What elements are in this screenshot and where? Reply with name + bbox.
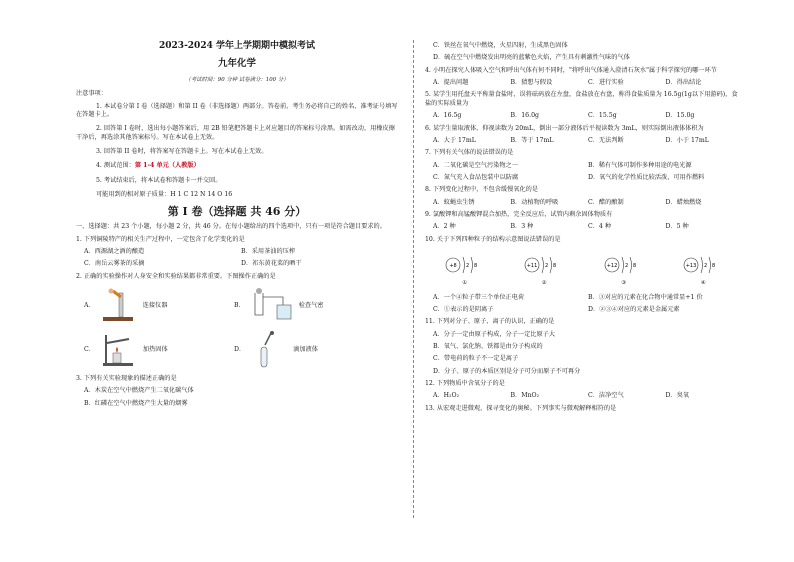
q5-option-d: D．15.0g (665, 112, 695, 120)
q4-option-d: D．得出结论 (665, 79, 702, 87)
svg-text:8: 8 (473, 263, 477, 270)
scope-range: 第 1-4 单元（人教版） (134, 162, 200, 170)
q6-option-c: C．无法判断 (588, 136, 624, 144)
q7-option-d: D．氧气的化学性质比较活泼，可用作燃料 (588, 173, 705, 181)
notice-item: 5. 考试结束后，将本试卷和答题卡一并交回。 (96, 176, 222, 184)
q11-option-c: C．带电荷的粒子不一定是离子 (433, 355, 519, 363)
q12-option-c: C．洁净空气 (588, 392, 624, 400)
q8-option-a: A．蚊蝇虫生锈 (433, 198, 475, 206)
q10-atom-labels: ① ② ③ ④ (462, 280, 706, 287)
svg-text:8: 8 (632, 263, 636, 270)
svg-text:+11: +11 (526, 263, 538, 270)
question-9: 9. 氯酸钾和高锰酸钾混合加热，完全反应后，试管内剩余固体物质有 (425, 211, 613, 219)
left-column (76, 30, 398, 412)
question-3: 3. 下列有关实验现象的描述正确的是 (76, 375, 177, 383)
q9-option-c: C．4 种 (588, 223, 612, 231)
question-12: 12. 下列物质中含氧分子的是 (425, 380, 505, 388)
q10-options-row2 (433, 306, 743, 314)
notice-item: 1. 本试卷分第 I 卷（选择题）和第 II 卷（非选择题）两部分。答卷前，考生务必将自己的姓名、准考证号填写在答题卡上。 (76, 102, 398, 118)
q9-options (433, 223, 743, 231)
q10-options-row1 (433, 294, 743, 302)
q6-option-a: A．大于 17mL (433, 136, 476, 144)
svg-text:+13: +13 (685, 263, 697, 270)
q12-option-d: D．臭氧 (665, 392, 690, 400)
q5-option-b: B．16.0g (510, 112, 539, 120)
notice-heading: 注意事项： (76, 90, 107, 98)
question-4: 4. 小明在探究人体吸入空气和呼出气体有何不同时，"将呼出气体通入澄清石灰水"属于科学探究的哪一环节 (425, 66, 717, 74)
q5-options (433, 112, 743, 120)
question-8: 8. 下列变化过程中，不包含缓慢氧化的是 (425, 186, 539, 194)
q11-option-a: A．分子一定由原子构成，分子一定比原子大 (433, 330, 556, 338)
atom-structure-icon (445, 253, 485, 277)
svg-text:8: 8 (553, 263, 557, 270)
question-5: 5. 某学生用托盘天平称量食盐时，误将砝码放在左盘，食盐放在右盘，称得食盐质量为 16.5g(1g以下用游码)，食盐的实际质量为 (425, 91, 738, 107)
q12-option-a: A．H₂O₂ (433, 392, 460, 400)
notice-item: 3. 回答第 II 卷时，将答案写在答题卡上。写在本试卷上无效。 (96, 148, 268, 156)
question-11: 11. 下列对分子、原子、离子的认识，正确的是 (425, 318, 555, 326)
q3-option-d: D．硫在空气中燃烧发出明亮的蓝紫色火焰，产生具有刺激性气味的气体 (433, 54, 630, 62)
q9-option-b: B．3 种 (510, 223, 534, 231)
drop-liquid-icon (249, 331, 289, 369)
q11-option-d: D．分子、原子的本质区别是分子可分而原子不可再分 (433, 367, 581, 375)
q4-option-b: B．猜想与假设 (510, 79, 553, 87)
question-2: 2. 正确的实验操作对人身安全和实验结果都非常重要。下图操作正确的是 (76, 272, 276, 280)
q2-figures-row1 (84, 287, 398, 325)
q2-figures-row2 (84, 331, 398, 369)
q2-figure-d: D． 滴加液体 (234, 331, 384, 369)
q8-options (433, 199, 743, 207)
question-10: 10. 关于下列四种粒子的结构示意图说法错误的是 (425, 235, 561, 243)
notice-block (76, 90, 398, 199)
atom-structure-icon (604, 253, 644, 277)
svg-text:8: 8 (712, 263, 716, 270)
exam-meta: （考试时间：90 分钟 试卷满分：100 分） (185, 76, 289, 83)
q3-option-b: B．红磷在空气中燃烧产生大量的烟雾 (84, 399, 188, 407)
q9-option-a: A．2 种 (433, 223, 456, 231)
q4-option-c: C．进行实验 (588, 79, 624, 87)
q7-option-b: B．稀有气体可制作多种用途的电光源 (588, 161, 692, 169)
svg-text:2: 2 (545, 263, 549, 270)
q4-options (433, 79, 743, 87)
q7-option-c: C．氮气充入食品包装中以防腐 (433, 173, 519, 181)
q2-figure-c: C． 加热固体 (84, 331, 234, 369)
q5-option-c: C．15.5g (588, 112, 617, 120)
q3-option-c: C．铁丝在氧气中燃烧，火星四射，生成黑色固体 (433, 42, 568, 49)
q12-options (433, 392, 743, 400)
question-13: 13. 从宏观走进微观，探寻变化的奥秘。下列事实与微观解释相符的是 (425, 404, 617, 412)
svg-text:2: 2 (704, 263, 708, 270)
q4-option-a: A．提出问题 (433, 79, 469, 87)
q7-options-row1 (433, 162, 743, 170)
column-divider (413, 40, 414, 518)
q2-figure-b: B． 检查气密 (234, 287, 384, 325)
apparatus-connect-icon (99, 287, 139, 325)
q10-option-b: B．③对应的元素在化合物中通常显+1 价 (588, 293, 703, 301)
q12-option-b: B．MnO₂ (510, 392, 540, 400)
q6-options (433, 137, 743, 145)
heat-solid-icon (99, 331, 139, 369)
q7-options-row2 (433, 174, 743, 182)
q8-option-d: D．蜡烛燃烧 (665, 198, 702, 206)
q1-option-b: B．采用茶油的压榨 (241, 248, 296, 256)
airtightness-check-icon (249, 287, 295, 325)
q1-options-row1 (84, 248, 398, 256)
q10-option-c: C．①表示的是阴离子 (433, 305, 494, 313)
svg-text:+12: +12 (606, 263, 618, 270)
q1-options-row2 (84, 260, 398, 268)
svg-text:2: 2 (624, 263, 628, 270)
question-7: 7. 下列有关气体的说法错误的是 (425, 149, 514, 157)
atom-structure-icon (524, 253, 564, 277)
q5-option-a: A．16.5g (433, 112, 462, 120)
exam-title: 2023-2024 学年上学期期中模拟考试 (159, 41, 315, 51)
q2-figure-a: A． 连接仪器 (84, 287, 234, 325)
notice-item: 2. 回答第 I 卷时，选出每小题答案后，用 2B 铅笔把答题卡上对应题目的答案标号涂黑。如需改动，用橡皮擦干净后，再选涂其他答案标号。写在本试卷上无效。 (76, 125, 395, 141)
svg-text:2: 2 (465, 263, 469, 270)
section-intro: 一、选择题：共 23 个小题，每小题 2 分，共 46 分。在每小题给出的四个选项中，只有一项是符合题目要求的。 (76, 223, 386, 231)
q1-option-c: C．南岳云雾茶的采摘 (84, 260, 145, 268)
right-column (425, 42, 743, 417)
svg-text:+8: +8 (449, 263, 457, 270)
q6-option-d: D．小于 17mL (665, 136, 709, 144)
q8-option-c: C．醋的酿制 (588, 198, 624, 206)
atom-structure-icon (683, 253, 723, 277)
q6-option-b: B．等于 17mL (510, 136, 554, 144)
q10-option-a: A．一个④粒子带三个单位正电荷 (433, 293, 525, 301)
q1-option-a: A．西源湖之酒的酿造 (84, 248, 145, 256)
q9-option-d: D．5 种 (665, 223, 689, 231)
q8-option-b: B．动植物的呼吸 (510, 198, 559, 206)
question-6: 6. 某学生量取液体，仰视读数为 20mL，倒出一部分液体后平视读数为 3mL，则实际倒出液体体积为 (425, 124, 704, 132)
q10-option-d: D．②③④对应的元素是金属元素 (588, 305, 680, 313)
q1-option-d: D．祁东黄花菜的晒干 (241, 260, 302, 268)
section-heading: 第 I 卷（选择题 共 46 分） (167, 205, 307, 219)
q7-option-a: A．二氧化碳是空气污染物之一 (433, 161, 518, 169)
q10-atom-diagrams (425, 252, 743, 278)
q3-option-a: A．木炭在空气中燃烧产生二氧化碳气体 (84, 387, 194, 395)
notice-item-scope: 4. 测试范围：第 1-4 单元（人教版） (96, 162, 200, 170)
question-1: 1. 下列铜陵特产的相关生产过程中，一定包含了化学变化的是 (76, 235, 245, 243)
q11-option-b: B．氧气、氯化钠、铁都是由分子构成的 (433, 342, 543, 350)
atomic-masses: 可能用到的相对原子质量：H 1 C 12 N 14 O 16 (96, 191, 233, 199)
exam-subject: 九年化学 (217, 58, 256, 70)
